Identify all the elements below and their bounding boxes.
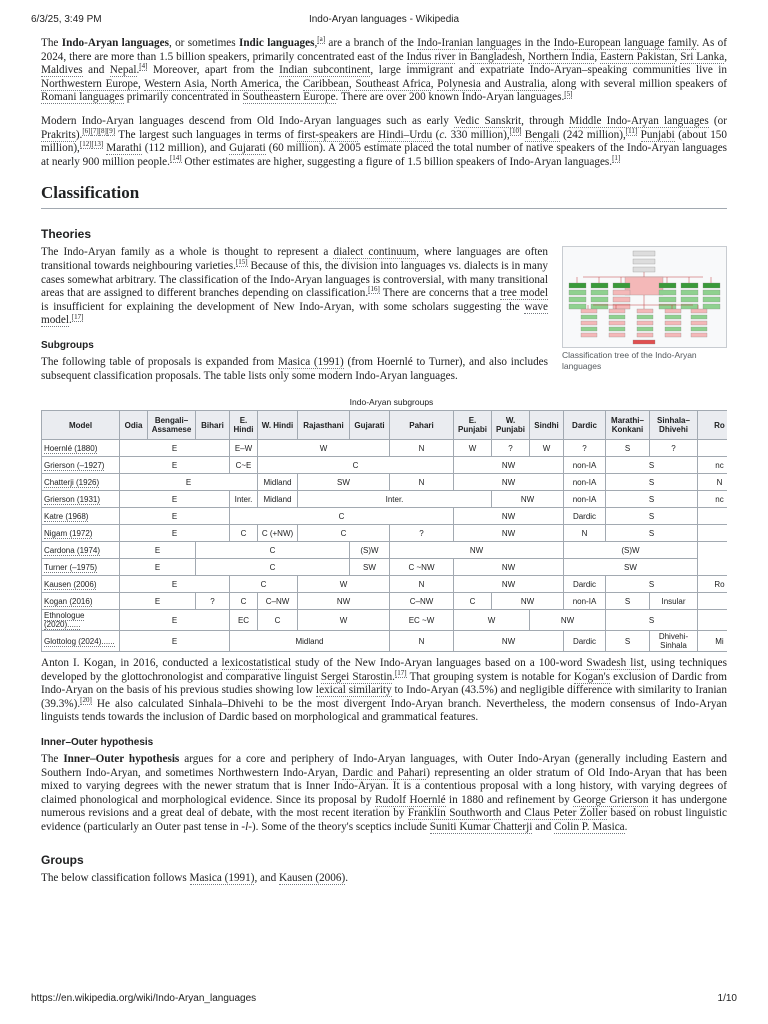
- table-cell: S: [606, 474, 698, 491]
- table-cell: C: [230, 508, 454, 525]
- table-cell: E: [120, 525, 230, 542]
- inline-link[interactable]: [10]: [509, 126, 522, 135]
- tree-node: [581, 315, 597, 319]
- table-cell: C: [230, 593, 258, 610]
- inline-link[interactable]: Maldives: [41, 64, 83, 77]
- table-cell: NW: [454, 525, 564, 542]
- inline-link[interactable]: [15]: [235, 258, 248, 267]
- inline-link[interactable]: [4]: [139, 62, 148, 71]
- groups-paragraph: The below classification follows Masica (1991), and Kausen (2006).: [41, 871, 348, 884]
- inline-link[interactable]: [14]: [169, 154, 182, 163]
- table-cell: C: [196, 542, 350, 559]
- tree-node: [633, 340, 655, 344]
- inline-link[interactable]: [7]: [90, 126, 99, 135]
- tree-node: [691, 315, 707, 319]
- kogan-paragraph: Anton I. Kogan, in 2016, conducted a lexicostatistical study of the New Indo-Aryan languages based on a 100-word Swadesh list, using techniques developed by the glottochronologist and comparative linguist Sergei Starostin.[17] That grouping system is notable for Kogan's exclusion of Dardic from Indo-Aryan on the basis of his previous studies showing low lexical similarity to Indo-Aryan (43.5%) and negligible difference with similarity to Iranian (39.3%).[20] He also calculated Sinhala–Dhivehi to be the most divergent Indo-Aryan branch. Nevertheless, the modern consensus of Indo-Aryan linguists tends towards the inclusion of Dardic based on morphological and grammatical features.: [41, 657, 727, 724]
- tree-node: [637, 309, 653, 313]
- table-header-model: Model: [42, 411, 120, 440]
- table-cell: N: [390, 474, 454, 491]
- table-row: [42, 610, 728, 631]
- table-cell: SW: [564, 559, 698, 576]
- table-header-e-punjabi: E. Punjabi: [454, 411, 492, 440]
- table-model-link[interactable]: Kogan (2016): [44, 596, 93, 606]
- table-cell-model: [42, 474, 120, 491]
- table-cell: E: [120, 631, 230, 652]
- table-model-link[interactable]: Ethnologue (2020)......: [44, 611, 85, 630]
- inline-link[interactable]: Indo-European language family: [553, 37, 697, 49]
- table-cell: N: [564, 525, 606, 542]
- inline-link[interactable]: [16]: [368, 285, 380, 294]
- tree-node: [581, 327, 597, 331]
- table-cell: Dardic: [564, 576, 606, 593]
- table-cell: non-IA: [564, 457, 606, 474]
- table-row: [42, 474, 728, 491]
- intro-paragraph-1: The Indo-Aryan languages, or sometimes Indic languages,[a] are a branch of the Indo-Iranian languages in the Indo-European language family. As of 2024, there are more than 1.5 billion speakers, primarily concentrated east of the Indus river in Bangladesh, Northern India, Eastern Pakistan, Sri Lanka, Maldives and Nepal.[4] Moreover, apart from the Indian subcontinent, large immigrant and expatriate Indo-Aryan–speaking communities live in Northwestern Europe, Western Asia, North America, the Caribbean, Southeast Africa, Polynesia and Australia, along with several million speakers of Romani languages primarily concentrated in Southeastern Europe. There are over 200 known Indo-Aryan languages.[5]: [41, 35, 728, 104]
- tree-node: [659, 290, 676, 295]
- inline-link[interactable]: Caribbean: [302, 77, 349, 90]
- table-row: [42, 491, 728, 508]
- table-cell: (S)W: [350, 542, 390, 559]
- inline-link[interactable]: Australia: [503, 77, 545, 90]
- table-cell: Dardic: [564, 631, 606, 652]
- table-cell: C: [196, 559, 350, 576]
- table-cell-model: [42, 457, 120, 474]
- table-cell: nc: [698, 457, 728, 474]
- table-header-bengali-assamese: Bengali–Assamese: [148, 411, 196, 440]
- print-page-number: 1/10: [717, 993, 737, 1004]
- table-cell-model: [42, 440, 120, 457]
- table-cell: C: [298, 525, 390, 542]
- table-cell: SW: [298, 474, 390, 491]
- table-header-gujarati: Gujarati: [350, 411, 390, 440]
- inline-link[interactable]: Hindi–Urdu: [378, 128, 433, 141]
- table-header-e-hindi: E. Hindi: [230, 411, 258, 440]
- table-cell: C: [230, 525, 258, 542]
- print-title: Indo-Aryan languages - Wikipedia: [308, 14, 460, 25]
- table-cell: non-IA: [564, 474, 606, 491]
- inline-link[interactable]: [5]: [564, 89, 573, 98]
- table-cell-model: [42, 491, 120, 508]
- table-cell: [698, 440, 728, 457]
- tree-node-central: [625, 277, 663, 295]
- subsection-heading-inner-outer: Inner–Outer hypothesis: [41, 737, 154, 749]
- tree-node: [613, 297, 630, 302]
- table-header-sinhala-dhivehi: Sinhala–Dhivehi: [650, 411, 698, 440]
- inline-link[interactable]: Prakrits: [41, 128, 76, 141]
- table-cell: E: [120, 457, 230, 474]
- table-cell: Insular: [650, 593, 698, 610]
- tree-node: [637, 327, 653, 331]
- table-cell: Dardic: [564, 508, 606, 525]
- table-model-link[interactable]: Katre (1968): [44, 511, 89, 521]
- inline-link[interactable]: Southeast Africa: [355, 77, 431, 90]
- table-cell-model: [42, 631, 120, 652]
- tree-node: [609, 309, 625, 313]
- inline-link[interactable]: [1]: [612, 154, 621, 163]
- table-cell: NW: [492, 593, 564, 610]
- table-header-dardic: Dardic: [564, 411, 606, 440]
- inline-link[interactable]: North America: [211, 77, 279, 90]
- table-cell: C~E: [230, 457, 258, 474]
- inline-link[interactable]: Suniti Kumar Chatterji: [429, 821, 533, 834]
- tree-node: [659, 283, 676, 288]
- table-cell: W: [454, 610, 530, 631]
- inline-link[interactable]: [17]: [394, 668, 407, 677]
- table-row: [42, 525, 728, 542]
- table-header-odia: Odia: [120, 411, 148, 440]
- table-cell: W: [298, 610, 390, 631]
- tree-node: [703, 283, 720, 288]
- tree-node: [691, 333, 707, 337]
- inline-link[interactable]: Rudolf Hoernlé: [375, 793, 446, 806]
- intro-paragraph-2: Modern Indo-Aryan languages descend from Old Indo-Aryan languages such as early Vedic Sanskrit, through Middle Indo-Aryan languages (or Prakrits).[6][7][8][9] The largest such languages in terms of first-speakers are Hindi–Urdu (c. 330 million),[10] Bengali (242 million),[11] Punjabi (about 150 million),[12][13] Marathi (112 million), and Gujarati (60 million). A 2005 estimate placed the total number of native speakers of the Indo-Aryan languages at nearly 900 million people.[14] Other estimates are higher, suggesting a figure of 1.5 billion speakers of Indo-Aryan languages.[1]: [41, 114, 728, 168]
- classification-tree-caption: Classification tree of the Indo-Aryan languages: [562, 350, 697, 371]
- table-cell: C ~NW: [390, 559, 454, 576]
- tree-node: [569, 304, 586, 309]
- table-cell: non-IA: [564, 593, 606, 610]
- table-model-link[interactable]: Glottolog (2024)......: [44, 636, 115, 646]
- table-cell: S: [606, 610, 698, 631]
- table-cell: W: [530, 440, 564, 457]
- print-url: https://en.wikipedia.org/wiki/Indo-Aryan_languages: [31, 993, 257, 1004]
- tree-node: [637, 333, 653, 337]
- inline-link[interactable]: George Grierson: [573, 793, 649, 806]
- tree-node: [609, 333, 625, 337]
- inline-link[interactable]: Franklin Southworth: [407, 807, 502, 820]
- table-model-link[interactable]: Grierson (–1927): [44, 460, 105, 470]
- subgroups-table: [41, 393, 727, 652]
- tree-node: [665, 333, 681, 337]
- theories-paragraph: The Indo-Aryan family as a whole is thought to represent a dialect continuum, where languages are often transitional towards neighbouring varieties.[15] Because of this, the division into languages vs. dialects is in many cases somewhat arbitrary. The classification of the Indo-Aryan languages is controversial, with many transitional areas that are assigned to different branches depending on classification.[16] There are concerns that a tree model is insufficient for explaining the development of New Indo-Aryan, with some scholars suggesting the wave model.[17]: [41, 246, 549, 327]
- inline-link[interactable]: Punjabi: [640, 128, 675, 141]
- tree-node: [609, 327, 625, 331]
- subgroups-paragraph: The following table of proposals is expanded from Masica (1991) (from Hoernlé to Turner), and also includes subsequent classification proposals. The table lists only some modern Indo-Aryan languages.: [41, 355, 549, 382]
- table-cell: S: [606, 631, 650, 652]
- table-cell: E: [120, 610, 230, 631]
- tree-node: [581, 309, 597, 313]
- table-cell: S: [606, 508, 698, 525]
- table-cell: [698, 593, 728, 610]
- inline-link[interactable]: Indo-Iranian languages: [417, 37, 522, 49]
- inline-link[interactable]: Southeastern Europe: [242, 91, 336, 104]
- table-cell: EC ~W: [390, 610, 454, 631]
- table-header-w-punjabi: W. Punjabi: [492, 411, 530, 440]
- table-cell: S: [606, 491, 698, 508]
- inline-link[interactable]: Gujarati: [229, 142, 266, 155]
- tree-node: [581, 333, 597, 337]
- tree-node: [659, 297, 676, 302]
- tree-node: [665, 327, 681, 331]
- inline-link[interactable]: Vedic Sanskrit: [453, 114, 522, 127]
- table-cell: Midland: [258, 474, 298, 491]
- inline-link[interactable]: Claus Peter Zoller: [524, 807, 608, 820]
- tree-node-root: [633, 251, 655, 256]
- table-model-link[interactable]: Hoernlé (1880): [44, 443, 98, 453]
- table-cell: Midland: [258, 491, 298, 508]
- subsection-heading-subgroups: Subgroups: [41, 339, 94, 351]
- tree-node: [633, 259, 655, 264]
- inline-link[interactable]: Sri Lanka: [680, 50, 725, 63]
- classification-tree-image[interactable]: [562, 246, 727, 348]
- tree-node: [703, 297, 720, 302]
- table-cell: W: [298, 576, 390, 593]
- table-cell: Inter.: [298, 491, 492, 508]
- classification-tree-diagram: [563, 247, 726, 347]
- inline-link[interactable]: lexical similarity: [316, 684, 392, 697]
- subgroups-table-wrapper[interactable]: [41, 393, 727, 652]
- tree-node: [581, 321, 597, 325]
- classification-tree-figure: [562, 246, 727, 371]
- tree-node: [569, 290, 586, 295]
- inline-link[interactable]: Indus river: [406, 50, 456, 63]
- table-cell: S: [606, 440, 650, 457]
- table-row: [42, 440, 728, 457]
- inline-link[interactable]: dialect continuum: [333, 246, 417, 259]
- tree-node: [691, 327, 707, 331]
- tree-node: [691, 321, 707, 325]
- tree-node: [569, 297, 586, 302]
- table-cell: E: [120, 593, 196, 610]
- tree-node: [703, 304, 720, 309]
- inline-link[interactable]: Indian subcontinent: [279, 64, 371, 77]
- table-header-bihari: Bihari: [196, 411, 230, 440]
- table-cell: NW: [298, 593, 390, 610]
- table-cell-model: [42, 610, 120, 631]
- inline-link[interactable]: [11]: [625, 126, 638, 135]
- inline-link[interactable]: Nepal: [109, 64, 137, 77]
- table-cell: E: [120, 440, 230, 457]
- inline-link[interactable]: Northwestern Europe: [41, 77, 138, 90]
- inline-link[interactable]: Masica (1991): [277, 355, 344, 368]
- tree-node: [681, 297, 698, 302]
- table-cell: E: [120, 576, 230, 593]
- subgroups-table-caption: Indo-Aryan subgroups: [349, 397, 434, 408]
- tree-node: [665, 315, 681, 319]
- inline-link[interactable]: [13]: [91, 140, 104, 149]
- print-header: [0, 14, 768, 28]
- table-cell: NW: [454, 559, 564, 576]
- table-cell: [698, 525, 728, 542]
- article-content: [41, 37, 727, 895]
- table-cell: NW: [454, 508, 564, 525]
- table-cell: C: [454, 593, 492, 610]
- inner-outer-paragraph: The Inner–Outer hypothesis argues for a core and periphery of Indo-Aryan languages, with Outer Indo-Aryan (generally including Eastern and Southern Indo-Aryan, and sometimes Northwestern Indo-Aryan, Dardic and Pahari) representing an older stratum of Old Indo-Aryan that has been mixed to varying degrees with the newer stratum that is Inner Indo-Aryan. It is a contentious proposal with a long history, with varying degrees of claimed phonological and morphological evidence. Since its proposal by Rudolf Hoernlé in 1880 and refinement by George Grierson it has undergone numerous revisions and a great deal of debate, with the most recent iteration by Franklin Southworth and Claus Peter Zoller based on robust linguistic evidence (particularly an Outer past tense in -l-). Some of the theory's sceptics include Suniti Kumar Chatterji and Colin P. Masica.: [41, 753, 728, 834]
- table-cell: C: [258, 457, 454, 474]
- table-cell: Ro: [698, 576, 728, 593]
- table-cell: [698, 508, 728, 525]
- table-cell: S: [606, 576, 698, 593]
- inline-link[interactable]: Colin P. Masica: [554, 821, 625, 834]
- section-heading-classification: Classification: [41, 183, 727, 209]
- table-cell: C: [258, 610, 298, 631]
- table-cell: SW: [350, 559, 390, 576]
- tree-node: [665, 321, 681, 325]
- table-cell: N: [390, 631, 454, 652]
- inline-link[interactable]: Masica (1991): [189, 871, 255, 884]
- inline-link[interactable]: wave model: [41, 300, 548, 327]
- inline-link[interactable]: Romani languages: [41, 91, 124, 104]
- table-model-link[interactable]: Grierson (1931): [44, 494, 101, 504]
- inline-link[interactable]: Polynesia: [437, 77, 481, 90]
- table-cell-model: [42, 593, 120, 610]
- subsection-heading-groups: Groups: [41, 852, 84, 867]
- print-datetime: 6/3/25, 3:49 PM: [31, 14, 102, 25]
- inline-link[interactable]: [9]: [106, 126, 116, 135]
- table-row: [42, 542, 728, 559]
- table-cell-model: [42, 525, 120, 542]
- table-cell: E: [120, 491, 230, 508]
- table-cell: N: [390, 576, 454, 593]
- table-row: [42, 576, 728, 593]
- table-cell: E: [120, 474, 258, 491]
- inline-link[interactable]: Northern India: [528, 50, 595, 63]
- tree-node: [681, 283, 698, 288]
- inline-link[interactable]: Eastern Pakistan: [600, 50, 675, 63]
- table-row: [42, 457, 728, 474]
- tree-node: [591, 283, 608, 288]
- inline-link[interactable]: [17]: [71, 312, 84, 321]
- table-header-w-hindi: W. Hindi: [258, 411, 298, 440]
- table-cell: W: [454, 440, 492, 457]
- table-cell: NW: [390, 542, 564, 559]
- tree-node: [681, 290, 698, 295]
- table-header-rajasthani: Rajasthani: [298, 411, 350, 440]
- table-cell: NW: [454, 576, 564, 593]
- table-cell: non-IA: [564, 491, 606, 508]
- table-model-link[interactable]: Chatterji (1926): [44, 477, 100, 487]
- inline-link[interactable]: Western Asia: [144, 77, 205, 90]
- inline-link[interactable]: first-speakers: [297, 128, 358, 141]
- tree-node: [613, 290, 630, 295]
- table-cell: N: [390, 440, 454, 457]
- table-header-sindhi: Sindhi: [530, 411, 564, 440]
- tree-node: [591, 297, 608, 302]
- table-cell: Inter.: [230, 491, 258, 508]
- table-cell: EC: [230, 610, 258, 631]
- tree-node: [609, 315, 625, 319]
- inline-link[interactable]: Dardic and Pahari: [342, 766, 427, 779]
- table-cell: Dhivehi-Sinhala: [650, 631, 698, 652]
- table-model-link[interactable]: Nigam (1972): [44, 528, 93, 538]
- tree-node: [637, 315, 653, 319]
- table-cell: NW: [454, 457, 564, 474]
- table-row: [42, 508, 728, 525]
- tree-node: [691, 309, 707, 313]
- inline-link[interactable]: [8]: [98, 126, 107, 135]
- tree-node: [613, 283, 630, 288]
- table-cell: ?: [564, 440, 606, 457]
- inline-link[interactable]: Marathi: [106, 142, 142, 155]
- inline-link[interactable]: tree model: [500, 287, 548, 300]
- inline-link[interactable]: Bengali: [524, 128, 560, 141]
- inline-link[interactable]: [12]: [79, 140, 92, 149]
- table-cell-model: [42, 576, 120, 593]
- table-cell: NW: [530, 610, 606, 631]
- tree-node: [665, 309, 681, 313]
- table-cell: Mi: [698, 631, 728, 652]
- table-header-ro: Ro: [698, 411, 728, 440]
- table-cell: E: [120, 559, 196, 576]
- table-cell: E: [120, 542, 196, 559]
- inline-link[interactable]: Bangladesh: [470, 50, 523, 63]
- table-cell: Midland: [230, 631, 390, 652]
- table-cell-model: [42, 508, 120, 525]
- table-cell: C–NW: [258, 593, 298, 610]
- table-cell: NW: [454, 631, 564, 652]
- tree-node: [569, 283, 586, 288]
- table-header-marathi-konkani: Marathi–Konkani: [606, 411, 650, 440]
- table-cell: nc: [698, 491, 728, 508]
- table-cell: S: [606, 457, 698, 474]
- table-header-row: [42, 411, 728, 440]
- inline-link[interactable]: Swadesh list: [586, 657, 644, 670]
- table-cell: W: [258, 440, 390, 457]
- inline-link[interactable]: Middle Indo-Aryan languages: [569, 114, 709, 127]
- table-cell: S: [606, 593, 650, 610]
- table-cell: E: [120, 508, 230, 525]
- table-cell: NW: [454, 474, 564, 491]
- inline-link[interactable]: [a]: [317, 35, 326, 44]
- table-cell: S: [606, 525, 698, 542]
- inline-link[interactable]: Kausen (2006): [279, 871, 346, 884]
- inline-link[interactable]: lexicostatistical: [221, 657, 292, 670]
- table-cell: C–NW: [390, 593, 454, 610]
- table-cell: E–W: [230, 440, 258, 457]
- inline-link[interactable]: [6]: [82, 126, 91, 135]
- print-footer: [0, 993, 768, 1007]
- subsection-heading-theories: Theories: [41, 227, 92, 242]
- table-row: [42, 559, 728, 576]
- table-cell: ?: [196, 593, 230, 610]
- table-cell: [698, 610, 728, 631]
- table-cell: (S)W: [564, 542, 698, 559]
- inline-link[interactable]: Sergei Starostin: [320, 670, 393, 683]
- table-row: [42, 593, 728, 610]
- table-model-link[interactable]: Kausen (2006): [44, 579, 97, 589]
- inline-link[interactable]: [20]: [80, 696, 92, 705]
- table-row: [42, 631, 728, 652]
- tree-node: [637, 321, 653, 325]
- table-cell: NW: [492, 491, 564, 508]
- table-model-link[interactable]: Cardona (1974): [44, 545, 101, 555]
- table-header-pahari: Pahari: [390, 411, 454, 440]
- tree-node: [609, 321, 625, 325]
- tree-node: [591, 290, 608, 295]
- table-cell: N: [698, 474, 728, 491]
- table-cell: ?: [390, 525, 454, 542]
- table-model-link[interactable]: Turner (–1975): [44, 562, 98, 572]
- table-cell: ?: [650, 440, 698, 457]
- table-cell: C (+NW): [258, 525, 298, 542]
- table-cell-model: [42, 559, 120, 576]
- table-cell-model: [42, 542, 120, 559]
- table-cell: ?: [492, 440, 530, 457]
- tree-node: [703, 290, 720, 295]
- inline-link[interactable]: Kogan's: [573, 670, 611, 683]
- table-cell: C: [230, 576, 298, 593]
- tree-node: [633, 267, 655, 272]
